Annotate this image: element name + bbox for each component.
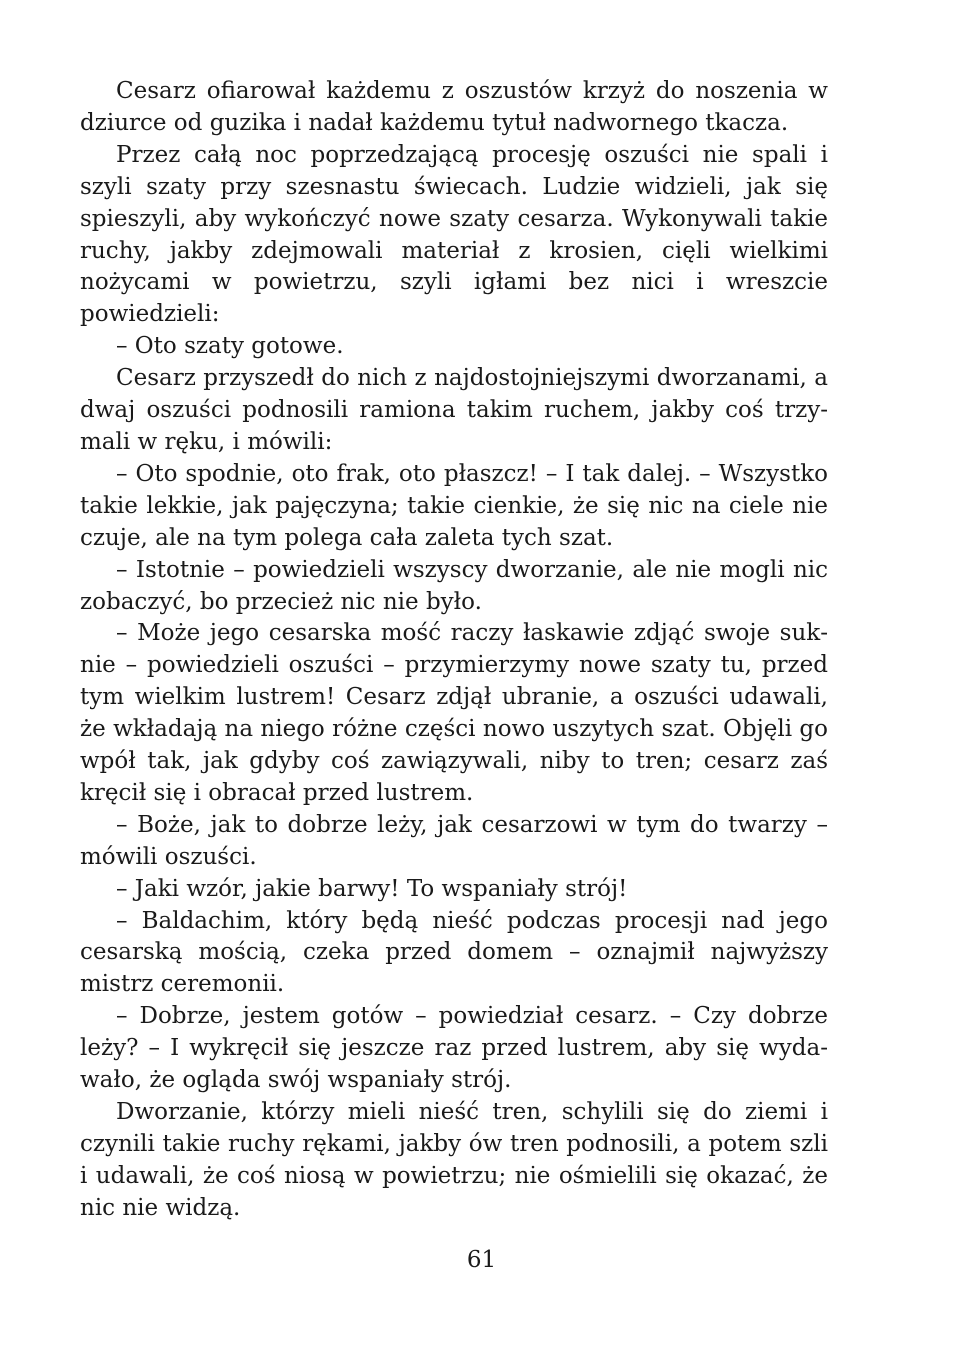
page-body [80, 76, 828, 1225]
paragraph-11: – Dobrze, jestem gotów – powiedział cesarz. – Czy dobrze leży? – I wykręcił się jeszcze raz przed lustrem, aby się wydawało, że ogląda swój wspaniały strój. [80, 1003, 828, 1094]
paragraph-6: – Istotnie – powiedzieli wszyscy dworzanie, ale nie mogli nic zobaczyć, bo przecież nic nie było. [80, 556, 828, 615]
paragraph-5: – Oto spodnie, oto frak, oto płaszcz! – I tak dalej. – Wszystko takie lekkie, jak pajęczyna; takie cienkie, że się nic na ciele nie czuje, ale na tym polega cała zaleta tych szat. [80, 460, 828, 551]
paragraph-1: Cesarz ofiarował każdemu z oszustów krzyż do noszenia w dziurce od guzika i nadał każdemu tytuł nadwornego tkacza. [80, 78, 828, 136]
paragraph-12: Dworzanie, którzy mieli nieść tren, schylili się do ziemi i czynili takie ruchy rękami, jakby ów tren podnosili, a potem szli i udawali, że coś niosą w powietrzu; nie ośmielili się okazać, że nic nie widzą. [80, 1099, 828, 1221]
page-number: 61 [466, 1247, 497, 1273]
paragraph-2: Przez całą noc poprzedzającą procesję oszuści nie spali i szyli szaty przy szesnastu świecach. Ludzie widzieli, jak się spieszyli, aby wykończyć nowe szaty cesarza. Wykonywali takie ruchy, jakby zdejmowali materiał z krosien, cięli wielkimi nożycami w powietrzu, szyli igłami bez nici i wreszcie powiedzieli: [80, 141, 828, 328]
paragraph-3: – Oto szaty gotowe. [116, 333, 344, 360]
paragraph-9: – Jaki wzór, jakie barwy! To wspaniały strój! [116, 875, 628, 902]
paragraph-10: – Baldachim, który będą nieść podczas procesji nad jego cesarską mością, czeka przed domem – oznajmił najwyższy mistrz ceremonii. [80, 907, 828, 998]
paragraph-8: – Boże, jak to dobrze leży, jak cesarzowi w tym do twarzy – mówili oszuści. [80, 811, 828, 870]
paragraph-7: – Może jego cesarska mość raczy łaskawie zdjąć swoje suknie – powiedzieli oszuści – przymierzymy nowe szaty tu, przed tym wielkim lustrem! Cesarz zdjął ubranie, a oszuści udawali, że wkładają na niego różne części nowo uszytych szat. Objęli go wpół tak, jak gdyby coś zawiązywali, niby to tren; cesarz zaś kręcił się i obracał przed lustrem. [80, 620, 828, 806]
paragraph-4: Cesarz przyszedł do nich z najdostojniejszymi dworzanami, a dwaj oszuści podnosili ramiona takim ruchem, jakby coś trzymali w ręku, i mówili: [80, 365, 828, 455]
